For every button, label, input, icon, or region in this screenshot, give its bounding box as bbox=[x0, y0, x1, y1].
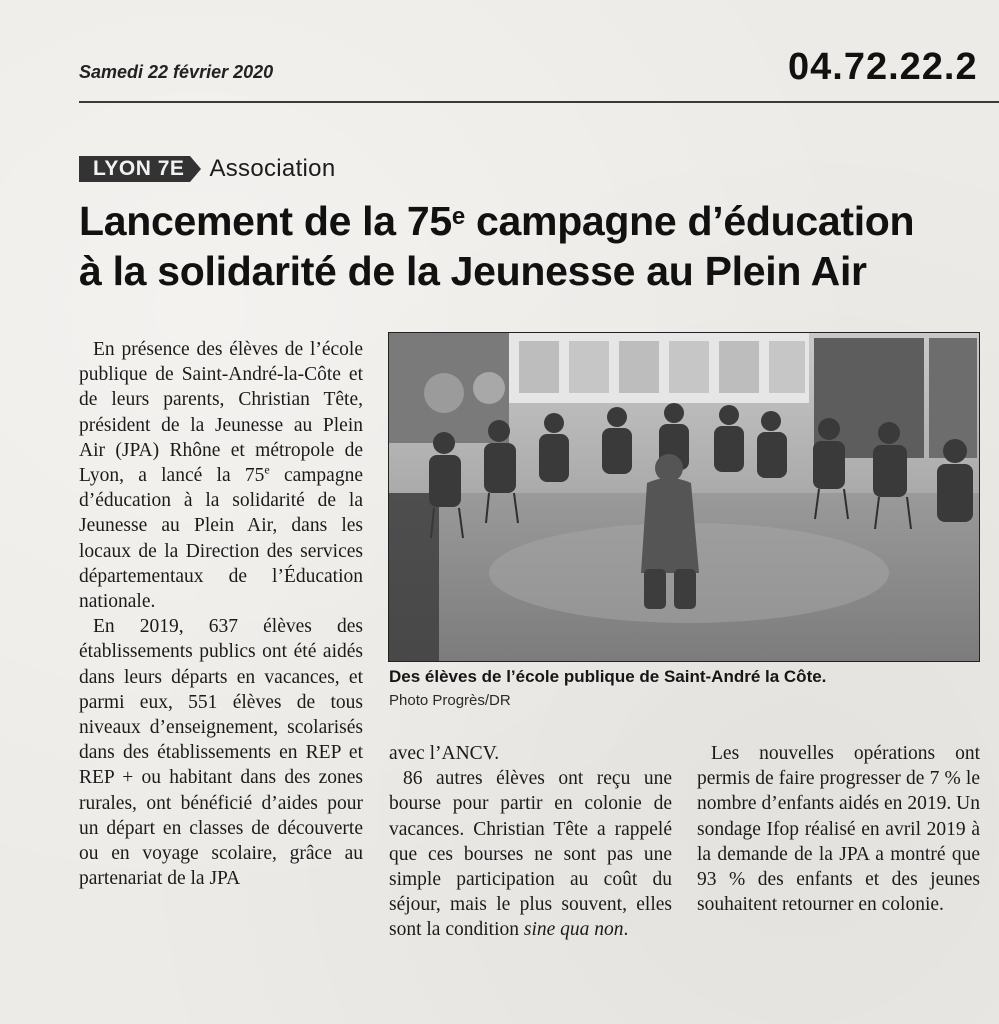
header-rule bbox=[79, 101, 999, 103]
paragraph-2: En 2019, 637 élèves des établissements publics ont été aidés dans leurs départs en vacances, et parmi eux, 551 élèves de tous niveaux d’enseignement, scolarisés dans des établissements en REP et REP + ou habitant dans des zones rurales, ont bénéficié d’aides pour un départ en classes de découverte ou en voyage scolaire, grâce au partenariat de la JPA bbox=[79, 616, 363, 890]
paragraph-1: En présence des élèves de l’école publique de Saint-André-la-Côte et de leurs parents, Christian Tête, président de la Jeunesse au Plein Air (JPA) Rhône et métropole de Lyon, a lancé la 75e campagne d’éducation à la solidarité de la Jeunesse au Plein Air, dans les locaux de la Direction des services départementaux de l’Éducation nationale. bbox=[79, 339, 363, 613]
headline bbox=[79, 196, 989, 296]
paragraph-3: 86 autres élèves ont reçu une bourse pour partir en colonie de vacances. Christian Tête a rappelé que ces bourses ne sont pas une simple participation au coût du séjour, mais le plus souvent, elles sont la condition sine qua non. bbox=[389, 768, 672, 941]
photo-caption: Des élèves de l’école publique de Saint-André la Côte. bbox=[389, 667, 827, 686]
article-column-3 bbox=[697, 741, 980, 917]
headline-line-1: Lancement de la 75e campagne d’éducation bbox=[79, 198, 915, 244]
photo-credit: Photo Progrès/DR bbox=[389, 692, 511, 709]
paragraph-2-continued: avec l’ANCV. bbox=[389, 743, 500, 764]
phone-number: 04.72.22.2 bbox=[788, 46, 978, 88]
headline-line-2: à la solidarité de la Jeunesse au Plein Air bbox=[79, 248, 867, 294]
paragraph-4: Les nouvelles opérations ont permis de faire progresser de 7 % le nombre d’enfants aidés en 2019. Un sondage Ifop réalisé en avril 2019 à la demande de la JPA a montré que 93 % des enfants et des jeunes souhaitent retourner en colonie. bbox=[697, 743, 980, 916]
tag-arrow-icon bbox=[190, 156, 201, 182]
location-tag: LYON 7E bbox=[79, 156, 190, 182]
article-column-2 bbox=[389, 741, 672, 943]
article-column-1 bbox=[79, 337, 363, 891]
section-label: Association bbox=[209, 155, 336, 182]
rubric bbox=[79, 155, 335, 183]
article-photo bbox=[388, 332, 980, 662]
issue-date: Samedi 22 février 2020 bbox=[79, 62, 274, 82]
